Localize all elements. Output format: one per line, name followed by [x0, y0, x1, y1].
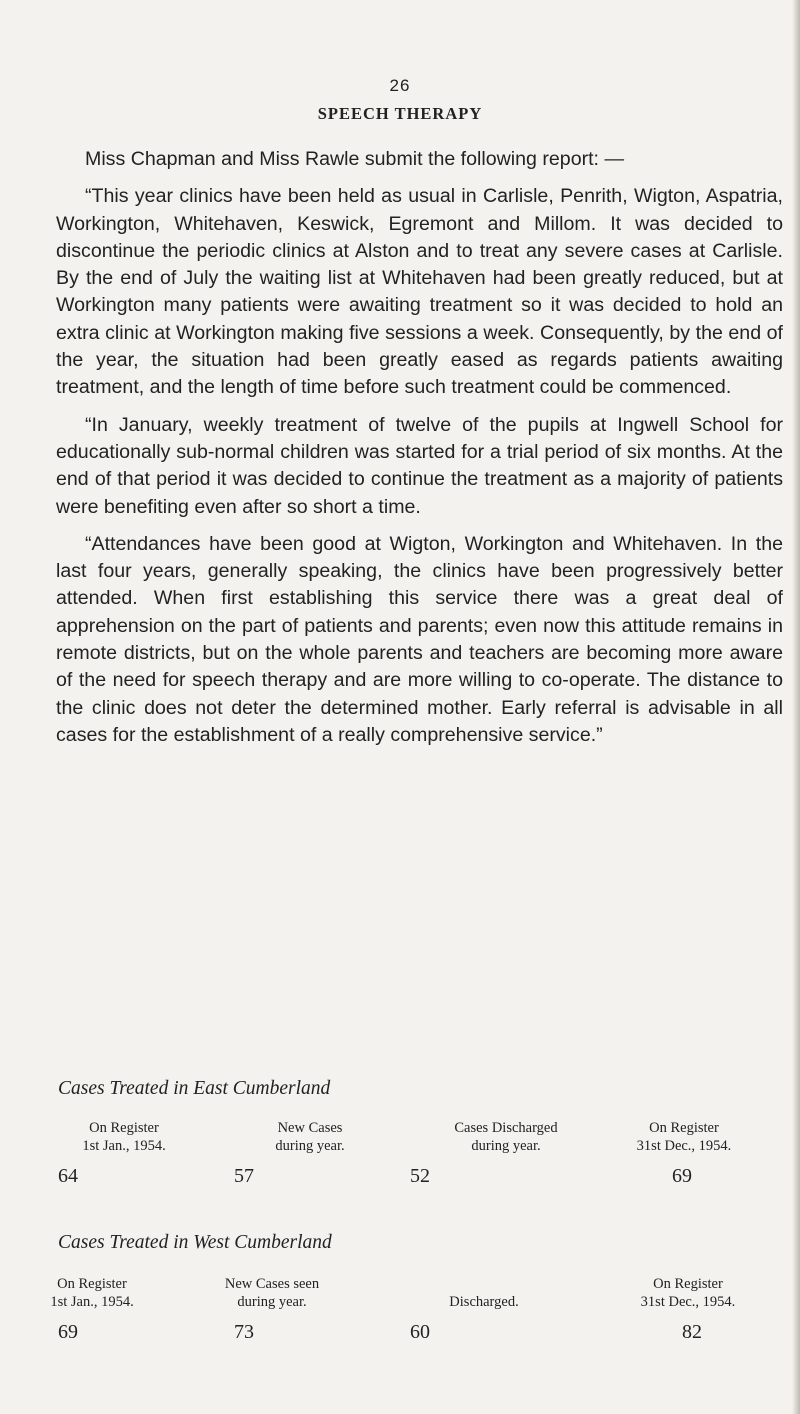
page-number: 26 [389, 76, 411, 95]
report-body [56, 146, 783, 759]
col-head-line: 1st Jan., 1954. [82, 1138, 166, 1154]
col-head-line: during year. [471, 1138, 541, 1154]
east-col-head-2 [220, 1119, 400, 1155]
east-col-head-3 [416, 1119, 596, 1155]
col-head-line: On Register [649, 1120, 719, 1136]
col-head-line: Cases Discharged [454, 1120, 558, 1136]
paragraph-ingwell: “In January, weekly treatment of twelve of the pupils at Ingwell School for educationally sub-normal children was started for a trial period of six months. At the end of that period it was decided to continue the treatment as a majority of patients were benefiting even after so short a time. [56, 413, 783, 518]
west-value-1: 69 [58, 1321, 78, 1343]
col-head-line: Discharged. [449, 1294, 519, 1310]
col-head-line [394, 1275, 574, 1293]
east-col-head-4 [594, 1119, 774, 1155]
col-head-line: during year. [237, 1294, 307, 1310]
west-value-2: 73 [234, 1321, 254, 1343]
west-col-head-3 [394, 1275, 574, 1311]
col-head-line: New Cases seen [224, 1276, 320, 1292]
intro-paragraph: Miss Chapman and Miss Rawle submit the following report: — [85, 148, 625, 170]
east-value-4: 69 [672, 1165, 692, 1187]
col-head-line: during year. [275, 1138, 345, 1154]
west-col-head-4 [598, 1275, 778, 1311]
page-edge-shadow [792, 0, 800, 1414]
west-value-3: 60 [410, 1321, 430, 1343]
west-col-head-2 [182, 1275, 362, 1311]
col-head-line: On Register [89, 1120, 159, 1136]
west-value-4: 82 [682, 1321, 702, 1343]
paragraph-clinics: “This year clinics have been held as usual in Carlisle, Penrith, Wigton, Aspatria, Workington, Whitehaven, Keswick, Egremont and Millom. It was decided to discontinue the periodic clinics at Alston and to treat any severe cases at Carlisle. By the end of July the waiting list at Whitehaven had been greatly reduced, but at Workington many patients were awaiting treatment so it was decided to hold an extra clinic at Workington making five sessions a week. Consequently, by the end of the year, the situation had been greatly eased as regards patients awaiting treatment, and the length of time before such treatment could be commenced. [56, 185, 783, 399]
paragraph-attendances: “Attendances have been good at Wigton, Workington and Whitehaven. In the last four years, generally speaking, the clinics have been progressively better attended. When first establishing this service there was a great deal of apprehension on the part of patients and parents; even now this attitude remains in remote districts, but on the whole parents and teachers are becoming more aware of the need for speech therapy and are more willing to co-operate. The distance to the clinic does not deter the determined mother. Early referral is advisable in all cases for the establishment of a really comprehensive service.” [56, 532, 783, 746]
table-title-east: Cases Treated in East Cumberland [58, 1078, 331, 1099]
col-head-line: 1st Jan., 1954. [50, 1294, 134, 1310]
east-col-head-1 [34, 1119, 214, 1155]
col-head-line: 31st Dec., 1954. [636, 1138, 732, 1154]
table-title-west: Cases Treated in West Cumberland [58, 1232, 332, 1253]
east-value-3: 52 [410, 1165, 430, 1187]
west-col-head-1 [2, 1275, 182, 1311]
col-head-line: 31st Dec., 1954. [640, 1294, 736, 1310]
east-value-1: 64 [58, 1165, 78, 1187]
section-heading: SPEECH THERAPY [317, 104, 483, 123]
east-value-2: 57 [234, 1165, 254, 1187]
col-head-line: On Register [57, 1276, 127, 1292]
col-head-line: New Cases [277, 1120, 343, 1136]
col-head-line: On Register [653, 1276, 723, 1292]
